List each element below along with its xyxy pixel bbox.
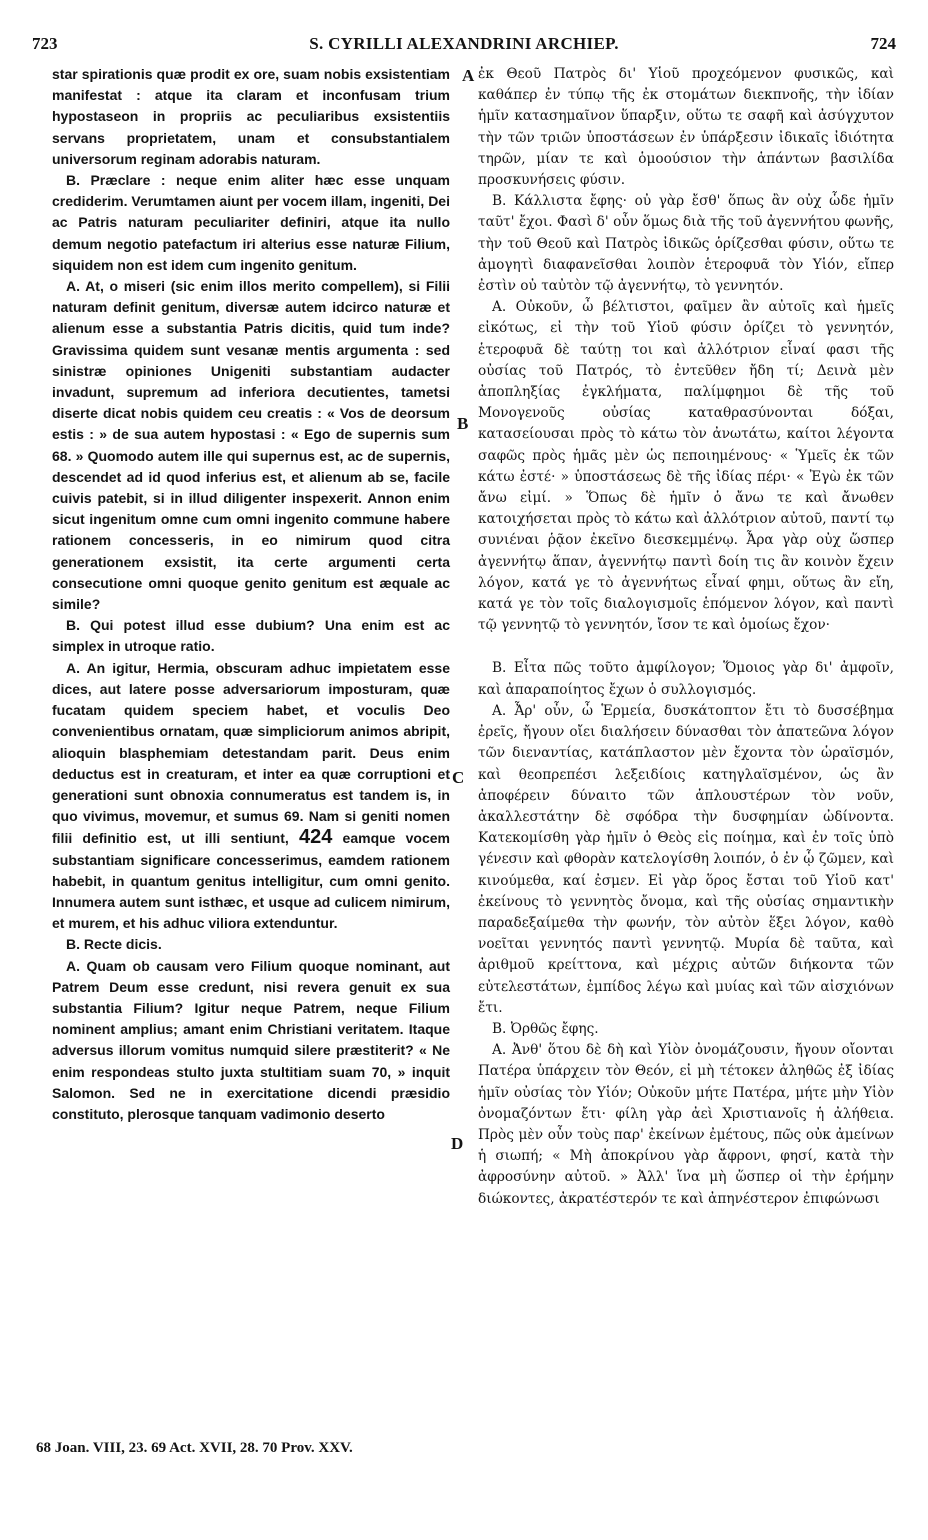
greek-paragraph: B. Κάλλιστα ἔφης· οὐ γὰρ ἔσθ' ὅπως ἂν οὐχ ὧδε ἡμῖν ταῦτ' ἔχοι. Φασὶ δ' οὖν ὅμως διὰ τῆς τοῦ ἀγεννήτου φωνῆς, τὴν τοῦ Θεοῦ καὶ Πατρὸς ἰδικῶς ὁρίζεσθαι φύσιν, οὕτω τε ἀμογητὶ διαφανεῖσθαι λοιπὸν ἑτεροφυᾶ τὸν Υἱόν, εἴπερ ἐστὶν οὐ ταὐτὸν τῷ ἀγεννήτῳ, τὸ γεννητόν. (478, 193, 894, 295)
latin-text: A. An igitur, Hermia, obscuram adhuc impietatem esse dices, aut latere posse adversariorum imposturam, quæ fucatam quidem speciem habet, et voculis Deo convenientibus ornatam, quæ simpliciorum animos abripit, alioquin blasphemiam detestandam parit. Deus enim deductus est in creaturam, et inter ea quæ corruptioni et generationi sunt obnoxia connumeratus est tandem is, in quo vivimus, movemur, et sumus 69. Nam si geniti nomen filii definitio est, ut illi sentiunt, (52, 659, 450, 847)
greek-paragraph: A. Οὐκοῦν, ὦ βέλτιστοι, φαῖμεν ἂν αὐτοῖς καὶ ἡμεῖς εἰκότως, εἰ τὴν τοῦ Υἱοῦ φύσιν ὁρίζει τὸ γεννητόν, ἑτεροφυᾶ δὲ ταύτῃ τοι καὶ ἀλλότριον εἶναί φασι τῆς οὐσίας τοῦ Πατρός, τὸ ἐντεῦθεν ἤδη τί; Δεινὰ μὲν ἀποπληξίας ἐγκλήματα, παλίμφημοι δὲ τῆς τοῦ Μονογενοῦς οὐσίας καταθρασύνονται δόξαι, κατασείουσαι πρὸς τὸ κάτω τὸν ἀνωτάτω, καίτοι λέγοντα σαφῶς πρὸς ἡμᾶς μὲν ὡς πεποιημένους· « Ὑμεῖς ἐκ τῶν κάτω ἐστέ· » ὑποστάσεως δὲ τῆς ἰδίας πέρι· « Ἐγὼ ἐκ τῶν ἄνω εἰμί. » Ὅπως δὲ ἡμῖν ὁ ἄνω τε καὶ ἄνωθεν κατοιχήσεται πρὸς τὸ κάτω καὶ ἀλλότριον αὐτοῦ, παντί τῳ συνιέναι ῥᾷον ἐκεῖνο διεσκεμμένῳ. Ἆρα γὰρ οὐχ ὥσπερ ἀγεννήτῳ ἅπαν, ἀγεννήτῳ παντὶ δοίη τις ἂν κοινὸν ἔχειν λόγον, κατά γε τὸ ἀγεννήτως εἶναί φημι, οὕτως ἂν εἴη, κατά γε τὸν τοῖς διαλογισμοῖς ἑπόμενον λόγον, καὶ παντὶ τῷ γεννητῷ τὸ γεννητόν, ἴσον τε καὶ ὁμοίως ἔχον· (478, 299, 894, 634)
greek-paragraph: B. Ὀρθῶς ἔφης. (492, 1020, 599, 1037)
spacer (478, 636, 894, 658)
page-header (32, 34, 896, 58)
latin-text: eamque vocem substantiam significare concesserimus, eamdem rationem habebit, in quantum genitus intelligitur, cum omni genito. Innumera autem sunt isthæc, et usque ad culicem nimirum, et murem, et his adhuc viliora extenduntur. (52, 830, 450, 932)
greek-paragraph: A. Ἆρ' οὖν, ὦ Ἑρμεία, δυσκάτοπτον ἔτι τὸ δυσσέβημα ἐρεῖς, ἤγουν οἴει διαλήσειν δύνασθαι τὸν ἀπατεῶνα λόγον τῶν διεναντίας, κατάπλαστον μὲν ἔχοντα τὸν ὡραϊσμόν, καὶ θεοπρεπέσι λεξειδίοις κατηγλαϊσμένον, ὡς ἂν ἀποφέρειν δύναιτο τῶν ἁπλουστέρων τὸν νοῦν, ἀκαλλεστάτην δὲ σφόδρα τὴν δυσφημίαν ὠδίνοντα. Κατεκομίσθη γὰρ ἡμῖν ὁ Θεὸς εἰς ποίημα, καὶ ἐν τοῖς ὑπὸ γένεσιν καὶ φθορὰν κατελογίσθη λοιπόν, ὁ ἐν ᾧ ζῶμεν, καὶ κινούμεθα, καί ἐσμεν. Εἰ γὰρ ὅρος ἔσται τοῦ Υἱοῦ κατ' ἐκείνους τὸ γεννητὸς ὄνομα, καὶ τῆς οὐσίας σημαντικὴν παραδεξαίμεθα τὴν φωνήν, τὸν αὐτὸν ἕξει λόγον, καθὸ νοεῖται γεννητός παντὶ γεννητῷ. Μυρία δὲ ταῦτα, καὶ ἀριθμοῦ κρείττονα, καὶ μέχρις αὐτῶν διήκοντα τῶν εὐτελεστάτων, ἐμπίδος λέγω καὶ μυίας καὶ τῶν αἰσχιόνων ἔτι. (478, 702, 894, 1016)
section-marker-c: C (452, 768, 465, 787)
latin-paragraph: B. Præclare : neque enim aliter hæc esse unquam crediderim. Verumtamen aiunt per vocem illam, ingeniti, Dei ac Patris naturam peculiariter definiri, atque ita nullo demum negotio patefactum iri alterius esse naturæ Filium, siquidem non est idem cum ingenito genitum. (52, 172, 450, 273)
right-page-number: 724 (870, 34, 896, 53)
latin-paragraph: A. At, o miseri (sic enim illos merito compellem), si Filii naturam definit genitum, diversæ autem idcirco naturæ et alienum esse a substantia Patris dicitis, quid tum inde? Gravissima quidem sunt vesanæ mentis argumenta : sed sinistræ opiniones Unigeniti substantiam audacter invadunt, supremum ad inferiora decutientes, tametsi diserte dicat nobis quidem ceu creatis : « Vos de deorsum estis : » de sua autem hypostasi : « Ego de supernis sum 68. » Quomodo autem ille qui supernus est, ac de supernis, descendet ad id quod inferius est, et alienum ab se, facile cuivis patebit, si in illud diligenter inspexerit. Annon enim sicut ingenitum omne cum omni ingenito commune habere rationem concesseris, in eo nimirum quod citra generationem exsistit, ita certe argumenti certa consecutione omni quoque genito genitum est æquale ac simile? (52, 278, 450, 613)
left-page-number: 723 (32, 34, 58, 53)
running-title: S. CYRILLI ALEXANDRINI ARCHIEP. (309, 34, 619, 53)
latin-paragraph: A. Quam ob causam vero Filium quoque nominant, aut Patrem Deum esse credunt, nisi revera genuit ex sua substantia Filium? Igitur neque Patrem, neque Filium nominent amplius; amant enim Christiani veritatem. Itaque adversus illorum vomitus numquid silere præstiterit? « Ne enim respondeas stulto juxta stultitiam suam 70, » inquit Salomon. Sed ne in exercitatione dicendi præsidio constituto, plerosque tanquam vadimonio deserto (52, 957, 450, 1122)
section-marker-a: A (462, 66, 475, 85)
latin-column (52, 64, 450, 1125)
latin-paragraph: B. Recte dicis. (66, 936, 162, 953)
section-marker-b: B (457, 414, 469, 433)
greek-paragraph: ἐκ Θεοῦ Πατρὸς δι' Υἱοῦ προχεόμενον φυσικῶς, καὶ καθάπερ ἐν τύπῳ τῆς ἐκ στομάτων διεκπνοῆς, τὴν ἰδίαν ἡμῖν κατασημαῖνον ὕπαρξιν, οὕτω τε σαφῆ καὶ ἀσύγχυτον τὴν τῶν τριῶν ὑποστάσεων ἐν ὑπάρξεσιν ἰδικαῖς ἰδιότητα τηρῶν, μίαν τε καὶ ὁμοούσιον τὴν ἁπάντων βασιλίδα προσκυνήσεις φύσιν. (478, 66, 894, 189)
footnotes: 68 Joan. VIII, 23. 69 Act. XVII, 28. 70 Prov. XXV. (36, 1440, 353, 1456)
greek-paragraph: A. Ἀνθ' ὅτου δὲ δὴ καὶ Υἱὸν ὀνομάζουσιν, ἤγουν οἴονται Πατέρα ὑπάρχειν τὸν Θεόν, εἰ μὴ τέτοκεν ἀληθῶς ἐξ ἰδίας ἡμῖν οὐσίας τὸν Υἱόν; Οὐκοῦν μήτε Πατέρα, μήτε μὴν Υἱὸν ὀνομαζόντων ἔτι· φίλη γὰρ ἀεὶ Χριστιανοῖς ἡ ἀλήθεια. Πρὸς μὲν οὖν τοὺς παρ' ἐκείνων ἐμέτους, πῶς οὐκ ἀμείνων ἡ σιωπή; « Μὴ ἀποκρίνου γὰρ ἄφρονι, φησί, κατὰ τὴν ἀφροσύνην αὐτοῦ. » Ἀλλ' ἵνα μὴ ὥσπερ οἱ τὴν ἐρήμην διώκοντες, ἀκρατέστερόν τε καὶ ἀπηνέστερον ἐπιφώνωσι (478, 1042, 894, 1207)
latin-paragraph: star spirationis quæ prodit ex ore, suam nobis exsistentiam manifestat : atque ita claram et inconfusam trium hypostaseon in propriis ac peculiaribus exsistentiis servans proprietatem, unam et consubstantialem universorum reginam adorabis naturam. (52, 66, 450, 167)
latin-paragraph (52, 658, 450, 935)
latin-paragraph: B. Qui potest illud esse dubium? Una enim est ac simplex in utroque ratio. (52, 617, 450, 655)
section-marker-d: D (451, 1134, 464, 1153)
column-number-marker: 424 (298, 826, 333, 849)
greek-paragraph: B. Εἶτα πῶς τοῦτο ἀμφίλογον; Ὅμοιος γὰρ δι' ἀμφοῖν, καὶ ἀπαραποίητος ἔχων ὁ συλλογισμός. (478, 660, 894, 698)
greek-column (478, 64, 894, 1210)
